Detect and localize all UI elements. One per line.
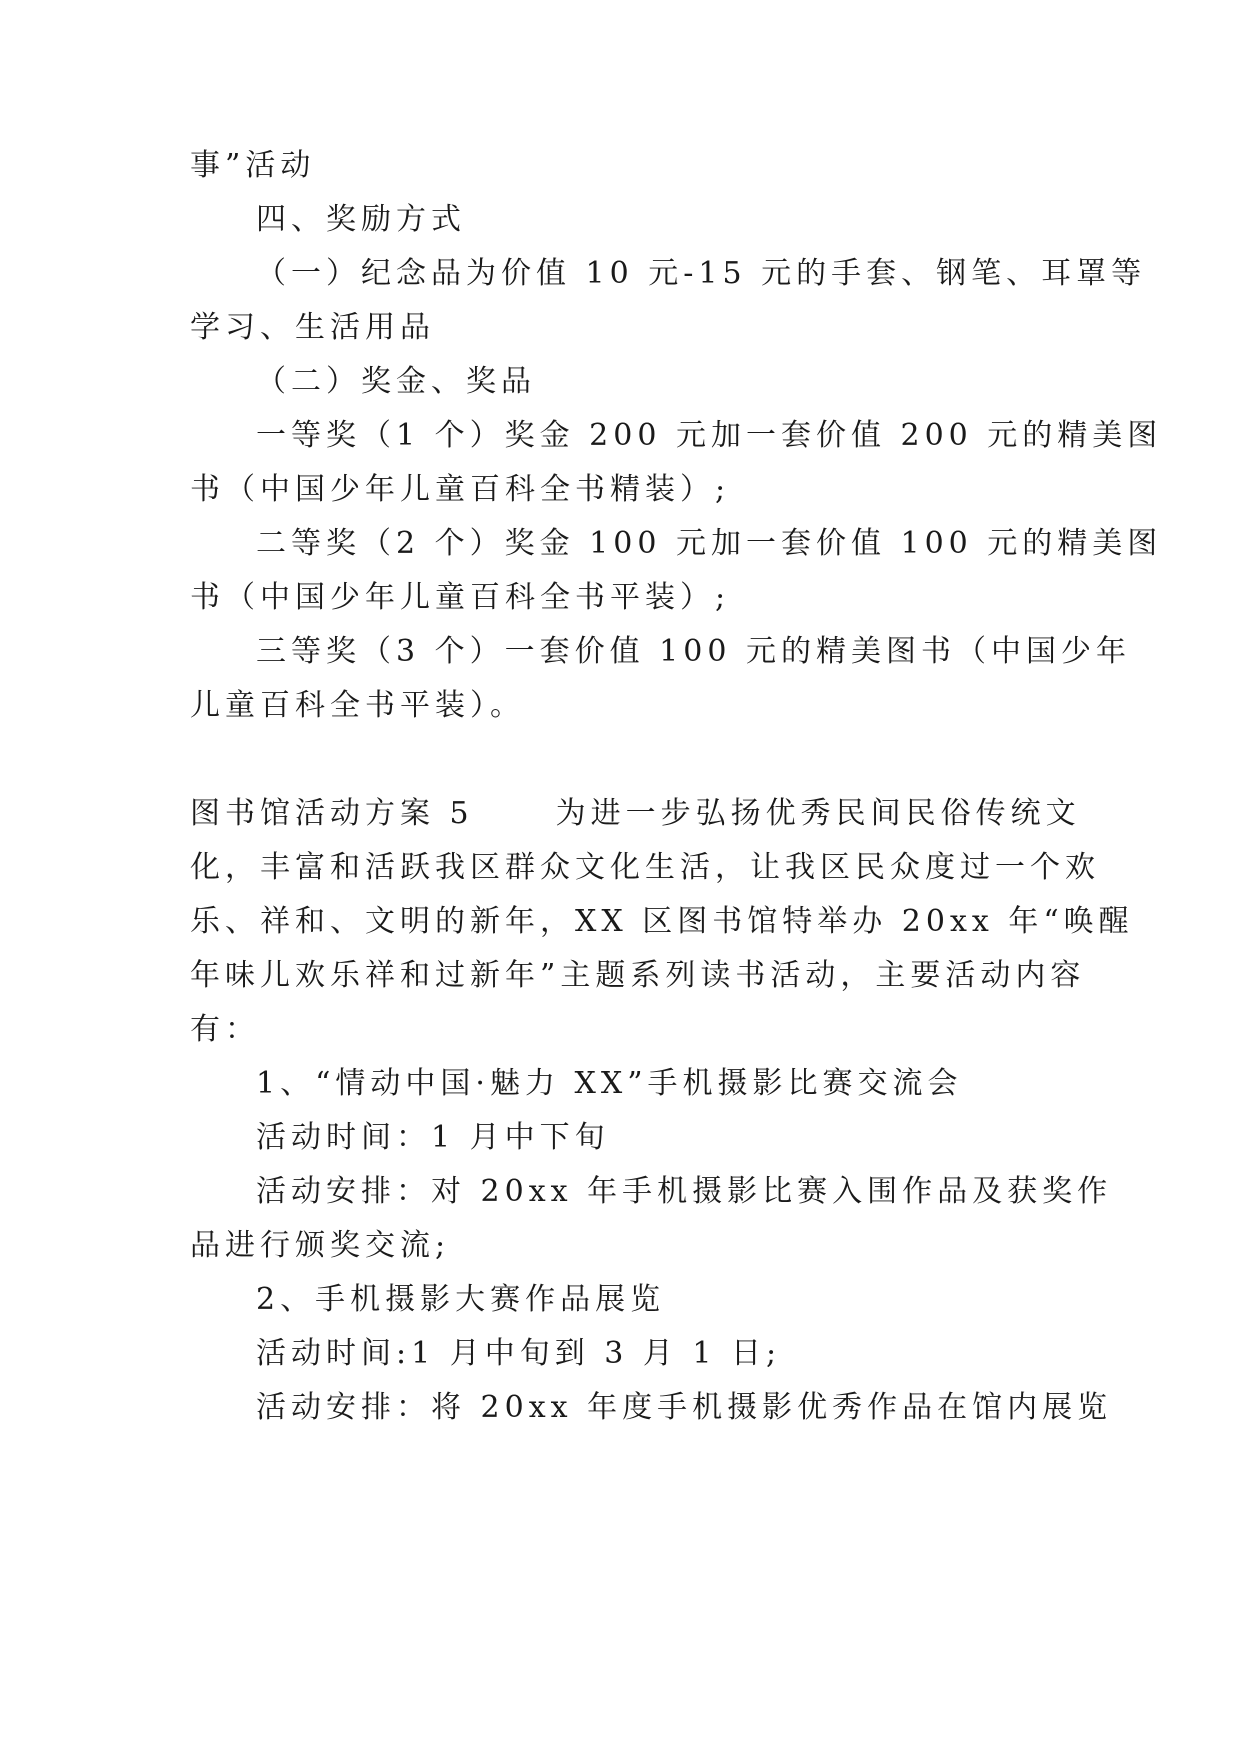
text-line: 书（中国少年儿童百科全书平装）;	[190, 580, 731, 615]
text-line: 为进一步弘扬优秀民间民俗传统文	[555, 796, 1081, 831]
text-line: 乐、祥和、文明的新年，XX 区图书馆特举办 20xx 年“唤醒	[190, 904, 1134, 939]
text-line: 活动安排：将 20xx 年度手机摄影优秀作品在馆内展览	[256, 1390, 1113, 1425]
text-line: 儿童百科全书平装）。	[190, 688, 525, 723]
text-line: 年味儿欢乐祥和过新年”主题系列读书活动，主要活动内容	[190, 958, 1086, 993]
section-title-line	[190, 794, 1081, 834]
activity-heading: 2、手机摄影大赛作品展览	[256, 1282, 666, 1317]
text-line: 事”活动	[190, 148, 316, 183]
section-title: 图书馆活动方案 5	[190, 796, 474, 831]
text-line: 书（中国少年儿童百科全书精装）;	[190, 472, 731, 507]
text-line: 活动时间:1 月中旬到 3 月 1 日;	[256, 1336, 782, 1371]
section-heading: 四、奖励方式	[256, 202, 466, 237]
text-line: 一等奖（1 个）奖金 200 元加一套价值 200 元的精美图	[256, 418, 1163, 453]
text-line: 学习、生活用品	[190, 310, 435, 345]
text-line: 活动安排：对 20xx 年手机摄影比赛入围作品及获奖作	[256, 1174, 1113, 1209]
text-line: 化，丰富和活跃我区群众文化生活，让我区民众度过一个欢	[190, 850, 1100, 885]
text-line: 三等奖（3 个）一套价值 100 元的精美图书（中国少年	[256, 634, 1131, 669]
text-line: 有：	[190, 1012, 260, 1047]
activity-heading: 1、“情动中国·魅力 XX”手机摄影比赛交流会	[256, 1066, 963, 1101]
text-line: 品进行颁奖交流;	[190, 1228, 451, 1263]
text-line: （一）纪念品为价值 10 元-15 元的手套、钢笔、耳罩等	[256, 256, 1147, 291]
text-line: 活动时间：1 月中下旬	[256, 1120, 610, 1155]
subsection-heading: （二）奖金、奖品	[256, 364, 536, 399]
text-line: 二等奖（2 个）奖金 100 元加一套价值 100 元的精美图	[256, 526, 1163, 561]
